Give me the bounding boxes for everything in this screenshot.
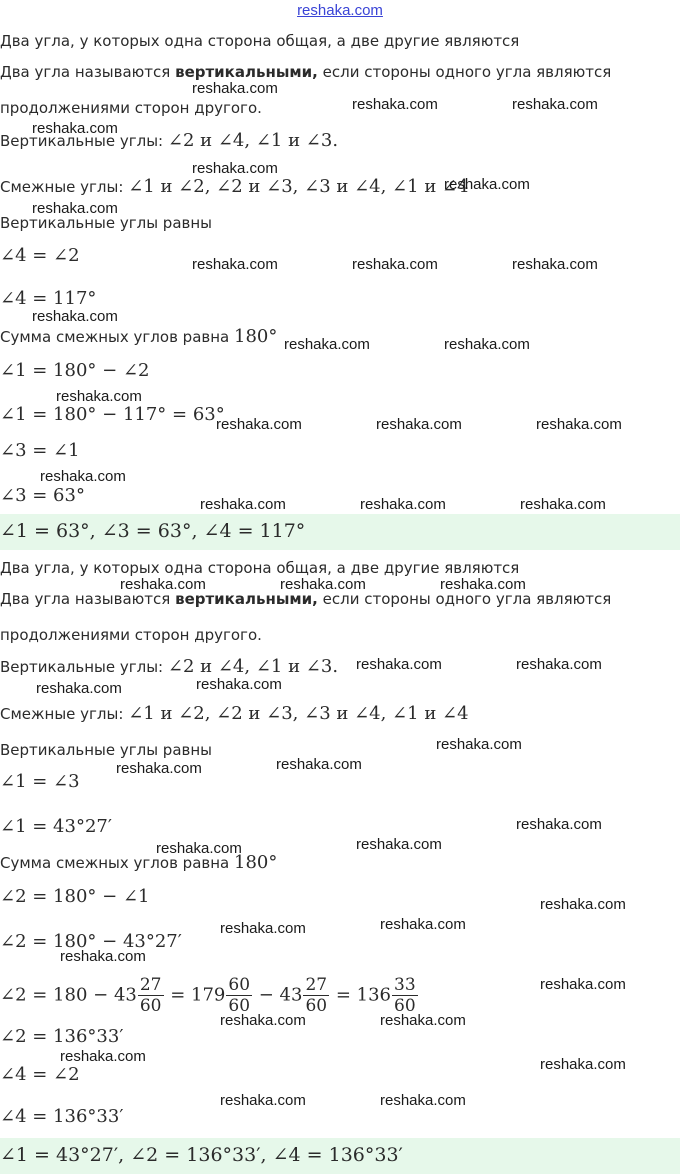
watermark: reshaka.com bbox=[516, 816, 602, 833]
watermark: reshaka.com bbox=[60, 948, 146, 965]
watermark: reshaka.com bbox=[60, 1048, 146, 1065]
equation: ∠2 = 136°33′ bbox=[0, 1026, 124, 1047]
watermark: reshaka.com bbox=[192, 256, 278, 273]
watermark: reshaka.com bbox=[536, 416, 622, 433]
watermark: reshaka.com bbox=[276, 756, 362, 773]
watermark: reshaka.com bbox=[200, 496, 286, 513]
watermark: reshaka.com bbox=[352, 256, 438, 273]
fraction: $\frac{27}{60}$ bbox=[305, 975, 328, 1016]
equation: ∠3 = ∠1 bbox=[0, 440, 80, 461]
watermark: reshaka.com bbox=[540, 896, 626, 913]
watermark: reshaka.com bbox=[36, 680, 122, 697]
sum-adjacent-text: Сумма смежных углов равна 180° bbox=[0, 326, 278, 347]
vertical-definition: Два угла называются вертикальными, если стороны одного угла являются bbox=[0, 63, 612, 81]
watermark: reshaka.com bbox=[360, 496, 446, 513]
equation: ∠2 = 180° − ∠1 bbox=[0, 886, 150, 907]
adjacent-angles-line: Смежные углы: ∠1 и ∠2, ∠2 и ∠3, ∠3 и ∠4, ∠1 и ∠4 bbox=[0, 176, 469, 197]
watermark: reshaka.com bbox=[284, 336, 370, 353]
watermark: reshaka.com bbox=[220, 920, 306, 937]
watermark: reshaka.com bbox=[380, 1092, 466, 1109]
adjacent-definition: Два угла, у которых одна сторона общая, а две другие являются bbox=[0, 32, 520, 50]
vertical-equal-text: Вертикальные углы равны bbox=[0, 214, 213, 232]
equation: ∠1 = 180° − ∠2 bbox=[0, 360, 150, 381]
watermark: reshaka.com bbox=[540, 1056, 626, 1073]
watermark: reshaka.com bbox=[516, 656, 602, 673]
watermark: reshaka.com bbox=[220, 1092, 306, 1109]
watermark: reshaka.com bbox=[216, 416, 302, 433]
watermark: reshaka.com bbox=[356, 836, 442, 853]
watermark: reshaka.com bbox=[444, 176, 530, 193]
fraction: $\frac{60}{60}$ bbox=[228, 975, 251, 1016]
equation: ∠4 = 117° bbox=[0, 288, 97, 309]
watermark: reshaka.com bbox=[120, 576, 206, 593]
fraction: $\frac{27}{60}$ bbox=[139, 975, 162, 1016]
watermark: reshaka.com bbox=[352, 96, 438, 113]
watermark: reshaka.com bbox=[440, 576, 526, 593]
watermark: reshaka.com bbox=[156, 840, 242, 857]
watermark: reshaka.com bbox=[540, 976, 626, 993]
answer-box bbox=[0, 1138, 680, 1174]
watermark: reshaka.com bbox=[512, 96, 598, 113]
equation: ∠1 = 180° − 117° = 63° bbox=[0, 404, 225, 425]
watermark: reshaka.com bbox=[192, 160, 278, 177]
watermark: reshaka.com bbox=[376, 416, 462, 433]
watermark: reshaka.com bbox=[436, 736, 522, 753]
watermark: reshaka.com bbox=[40, 468, 126, 485]
term-vertical: вертикальными, bbox=[175, 63, 318, 81]
answer-text: ∠1 = 43°27′, ∠2 = 136°33′, ∠4 = 136°33′ bbox=[0, 1144, 403, 1166]
watermark: reshaka.com bbox=[280, 576, 366, 593]
watermark: reshaka.com bbox=[520, 496, 606, 513]
watermark: reshaka.com bbox=[56, 388, 142, 405]
equation: ∠2 = 180° − 43°27′ bbox=[0, 931, 182, 952]
watermark: reshaka.com bbox=[380, 916, 466, 933]
equation: ∠3 = 63° bbox=[0, 485, 85, 506]
watermark: reshaka.com bbox=[116, 760, 202, 777]
vertical-definition-end: продолжениями сторон другого. bbox=[0, 626, 262, 644]
vertical-definition-end: продолжениями сторон другого. bbox=[0, 99, 262, 117]
fraction: $\frac{33}{60}$ bbox=[394, 975, 416, 1016]
watermark: reshaka.com bbox=[196, 676, 282, 693]
watermark: reshaka.com bbox=[32, 120, 118, 137]
answer-box bbox=[0, 514, 680, 550]
vertical-angles-line: Вертикальные углы: ∠2 и ∠4, ∠1 и ∠3. bbox=[0, 130, 339, 151]
adjacent-definition: Два угла, у которых одна сторона общая, а две другие являются bbox=[0, 559, 520, 577]
equation-fractions: ∠2 = 180 − 43 $\frac{27}{60}$ = 179 $\frac{60}{60}$ − 43 $\frac{27}{60}$ = 136 $\frac{33}{60}$ bbox=[0, 975, 416, 1016]
equation: ∠1 = ∠3 bbox=[0, 771, 80, 792]
equation: ∠4 = ∠2 bbox=[0, 1064, 80, 1085]
watermark: reshaka.com bbox=[380, 1012, 466, 1029]
site-link[interactable]: reshaka.com bbox=[297, 2, 383, 19]
vertical-definition: Два угла называются вертикальными, если стороны одного угла являются bbox=[0, 590, 612, 608]
vertical-angles-line: Вертикальные углы: ∠2 и ∠4, ∠1 и ∠3. bbox=[0, 656, 339, 677]
watermark: reshaka.com bbox=[32, 308, 118, 325]
watermark: reshaka.com bbox=[444, 336, 530, 353]
watermark: reshaka.com bbox=[512, 256, 598, 273]
watermark: reshaka.com bbox=[220, 1012, 306, 1029]
sum-adjacent-text: Сумма смежных углов равна 180° bbox=[0, 852, 278, 873]
watermark: reshaka.com bbox=[192, 80, 278, 97]
equation: ∠4 = 136°33′ bbox=[0, 1106, 124, 1127]
term-vertical: вертикальными, bbox=[175, 590, 318, 608]
equation: ∠4 = ∠2 bbox=[0, 245, 80, 266]
equation: ∠1 = 43°27′ bbox=[0, 816, 112, 837]
adjacent-angles-line: Смежные углы: ∠1 и ∠2, ∠2 и ∠3, ∠3 и ∠4, ∠1 и ∠4 bbox=[0, 703, 469, 724]
vertical-equal-text: Вертикальные углы равны bbox=[0, 741, 213, 759]
answer-text: ∠1 = 63°, ∠3 = 63°, ∠4 = 117° bbox=[0, 520, 306, 542]
watermark: reshaka.com bbox=[356, 656, 442, 673]
watermark: reshaka.com bbox=[32, 200, 118, 217]
